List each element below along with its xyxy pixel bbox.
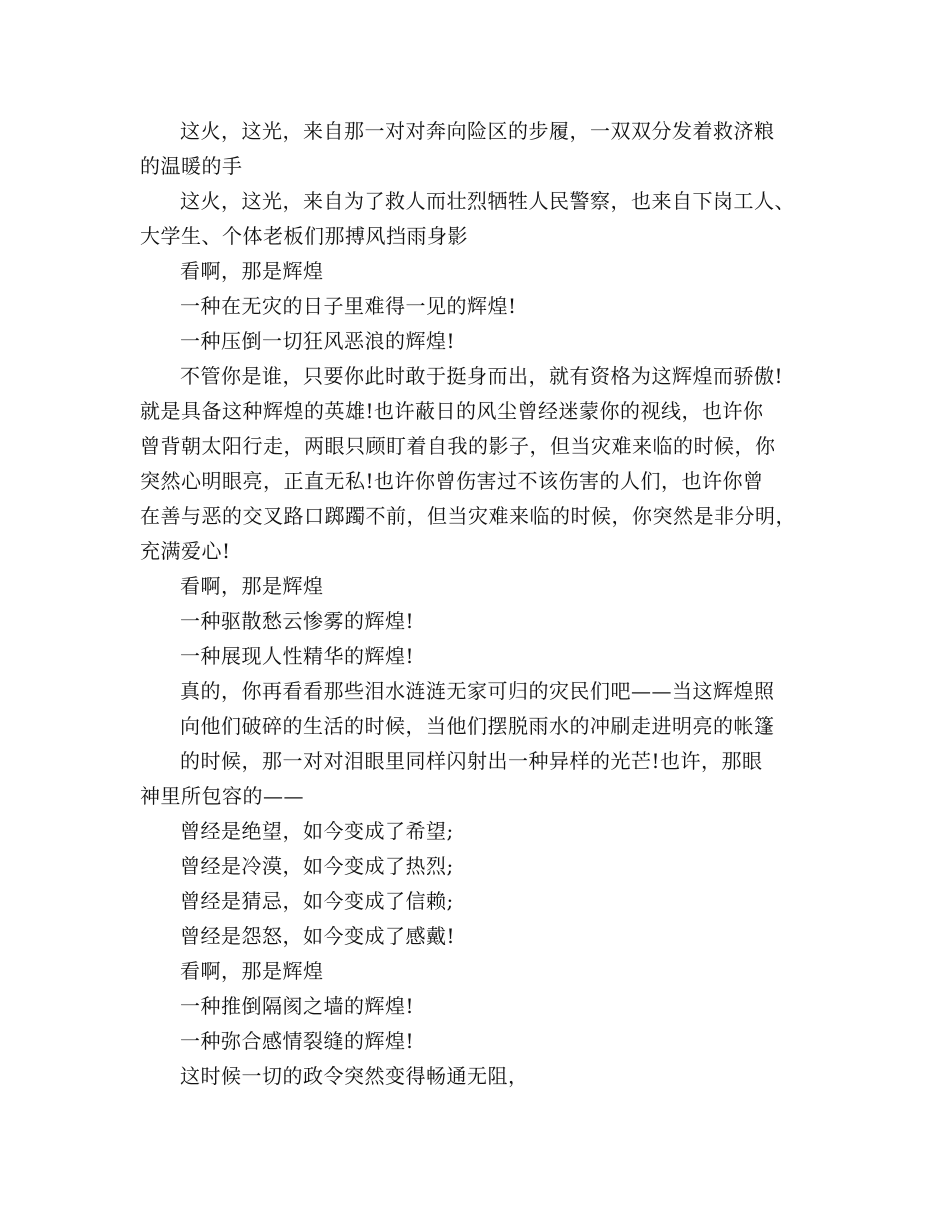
paragraph-line: 曾经是怨怒，如今变成了感戴!: [180, 924, 456, 948]
paragraph: [140, 814, 840, 849]
paragraph-line: 看啊，那是辉煌: [180, 574, 324, 598]
paragraph: [140, 709, 840, 744]
paragraph-line: 一种弥合感情裂缝的辉煌!: [180, 1029, 415, 1053]
paragraph-line: 曾背朝太阳行走，两眼只顾盯着自我的影子，但当灾难来临的时候，你: [140, 434, 776, 458]
paragraph-line: 曾经是绝望，如今变成了希望;: [180, 819, 454, 843]
paragraph: [140, 639, 840, 674]
paragraph-line: 向他们破碎的生活的时候，当他们摆脱雨水的冲刷走进明亮的帐篷: [180, 714, 775, 738]
paragraph-line: 的时候，那一对对泪眼里同样闪射出一种异样的光芒!也许，那眼: [180, 749, 763, 773]
paragraph: [140, 569, 840, 604]
paragraph-line: 一种展现人性精华的辉煌!: [180, 644, 415, 668]
paragraph-line: 一种推倒隔阂之墙的辉煌!: [180, 994, 415, 1018]
paragraph: [140, 184, 840, 254]
paragraph-line: 一种压倒一切狂风恶浪的辉煌!: [180, 329, 456, 353]
document-page: [140, 114, 840, 1094]
paragraph-line: 在善与恶的交叉路口踯躅不前，但当灾难来临的时候，你突然是非分明，: [140, 504, 796, 528]
paragraph-line: 这火，这光，来自为了救人而壮烈牺牲人民警察，也来自下岗工人、: [180, 189, 795, 213]
paragraph: [140, 289, 840, 324]
paragraph: [140, 954, 840, 989]
paragraph-line: 一种驱散愁云惨雾的辉煌!: [180, 609, 415, 633]
paragraph-line: 看啊，那是辉煌: [180, 959, 324, 983]
paragraph-line: 的温暖的手: [140, 154, 243, 178]
document-body: [140, 114, 840, 1094]
paragraph: [140, 919, 840, 954]
paragraph: [140, 1059, 840, 1094]
paragraph: [140, 674, 840, 709]
paragraph: [140, 744, 840, 814]
paragraph-line: 真的，你再看看那些泪水涟涟无家可归的灾民们吧——当这辉煌照: [180, 679, 775, 703]
paragraph: [140, 884, 840, 919]
paragraph-line: 这火，这光，来自那一对对奔向险区的步履，一双双分发着救济粮: [180, 119, 775, 143]
paragraph-line: 就是具备这种辉煌的英雄!也许蔽日的风尘曾经迷蒙你的视线，也许你: [140, 399, 764, 423]
paragraph-line: 曾经是猜忌，如今变成了信赖;: [180, 889, 454, 913]
paragraph-line: 神里所包容的——: [140, 784, 304, 808]
paragraph-line: 不管你是谁，只要你此时敢于挺身而出，就有资格为这辉煌而骄傲!: [180, 364, 784, 388]
paragraph: [140, 359, 840, 569]
paragraph-line: 一种在无灾的日子里难得一见的辉煌!: [180, 294, 517, 318]
paragraph: [140, 604, 840, 639]
paragraph-line: 突然心明眼亮，正直无私!也许你曾伤害过不该伤害的人们，也许你曾: [140, 469, 764, 493]
paragraph: [140, 324, 840, 359]
paragraph: [140, 114, 840, 184]
paragraph-line: 看啊，那是辉煌: [180, 259, 324, 283]
paragraph-line: 大学生、个体老板们那搏风挡雨身影: [140, 224, 468, 248]
paragraph: [140, 989, 840, 1024]
paragraph-line: 充满爱心!: [140, 539, 231, 563]
paragraph: [140, 849, 840, 884]
paragraph-line: 曾经是冷漠，如今变成了热烈;: [180, 854, 454, 878]
paragraph: [140, 254, 840, 289]
paragraph: [140, 1024, 840, 1059]
paragraph-line: 这时候一切的政令突然变得畅通无阻，: [180, 1064, 529, 1088]
